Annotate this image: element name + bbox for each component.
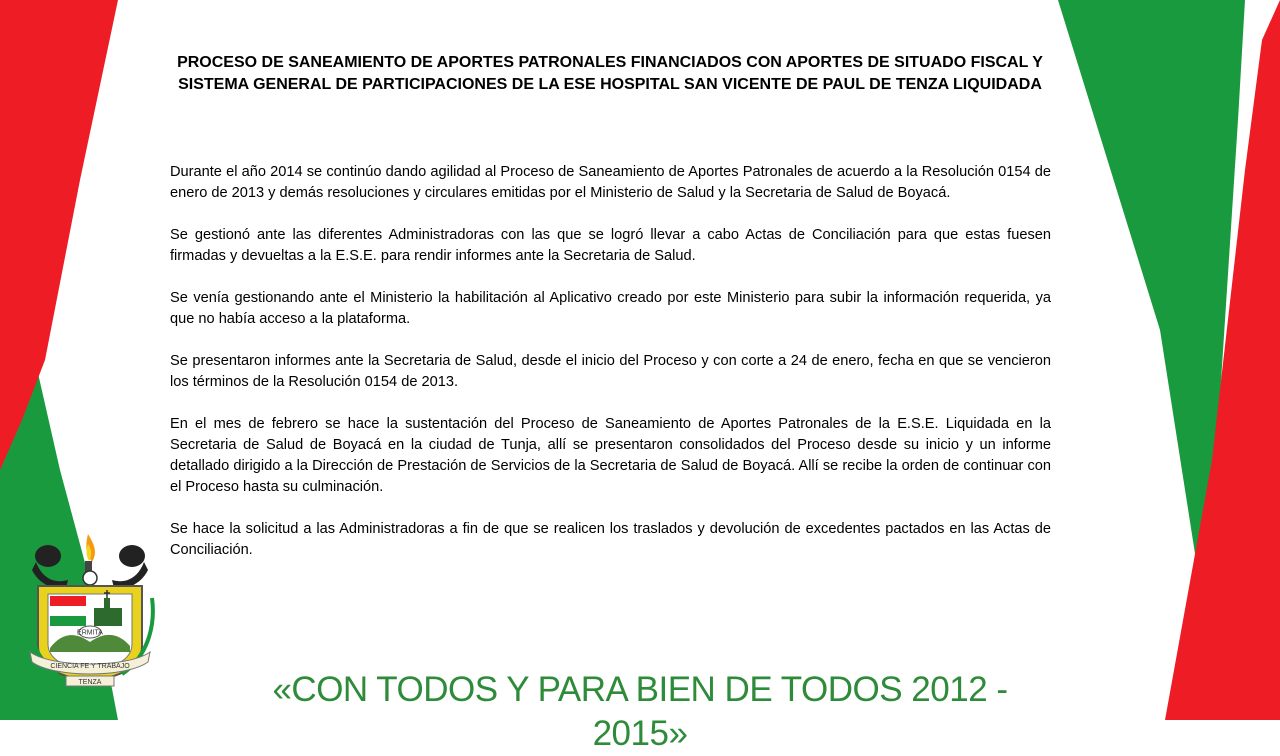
paragraph: Se venía gestionando ante el Ministerio la habilitación al Aplicativo creado por este Ministerio para subir la información requerida, ya que no había acceso a la plataforma.	[170, 290, 1051, 327]
crest-town: TENZA	[78, 679, 102, 686]
paragraph: Se hace la solicitud a las Administradoras a fin de que se realicen los traslados y devolución de excedentes pactados en las Actas de Conciliación.	[170, 521, 1051, 558]
crest-motto: CIENCIA FE Y TRABAJO	[50, 663, 130, 670]
crest-banner: ERMITA	[77, 629, 103, 637]
slide-body	[170, 162, 1051, 582]
slide-title: PROCESO DE SANEAMIENTO DE APORTES PATRONALES FINANCIADOS CON APORTES DE SITUADO FISCAL Y SISTEMA GENERAL DE PARTICIPACIONES DE LA ESE HOSPITAL SAN VICENTE DE PAUL DE TENZA LIQUIDADA	[177, 54, 1043, 93]
tenza-coat-of-arms	[22, 528, 158, 688]
paragraph: En el mes de febrero se hace la sustentación del Proceso de Saneamiento de Aportes Patronales de la E.S.E. Liquidada en la Secretaria de Salud de Boyacá en la ciudad de Tunja, allí se presentaron consolidados del Proceso desde su inicio y un informe detallado dirigido a la Dirección de Prestación de Servicios de la Secretaria de Salud de Boyacá. Allí se recibe la orden de continuar con el Proceso hasta su culminación.	[170, 416, 1051, 495]
left-red-band	[0, 0, 118, 470]
paragraph: Durante el año 2014 se continúo dando agilidad al Proceso de Saneamiento de Aportes Patronales de acuerdo a la Resolución 0154 de enero de 2013 y demás resoluciones y circulares emitidas por el Ministerio de Salud y la Secretaria de Salud de Boyacá.	[170, 164, 1051, 201]
paragraph: Se presentaron informes ante la Secretaria de Salud, desde el inicio del Proceso y con corte a 24 de enero, fecha en que se vencieron los términos de la Resolución 0154 de 2013.	[170, 353, 1051, 390]
slogan-footer: «CON TODOS Y PARA BIEN DE TODOS 2012 - 2015»	[272, 670, 1008, 753]
paragraph: Se gestionó ante las diferentes Administradoras con las que se logró llevar a cabo Actas de Conciliación para que estas fuesen firmadas y devueltas a la E.S.E. para rendir informes ante la Secretaria de Salud.	[170, 227, 1051, 264]
